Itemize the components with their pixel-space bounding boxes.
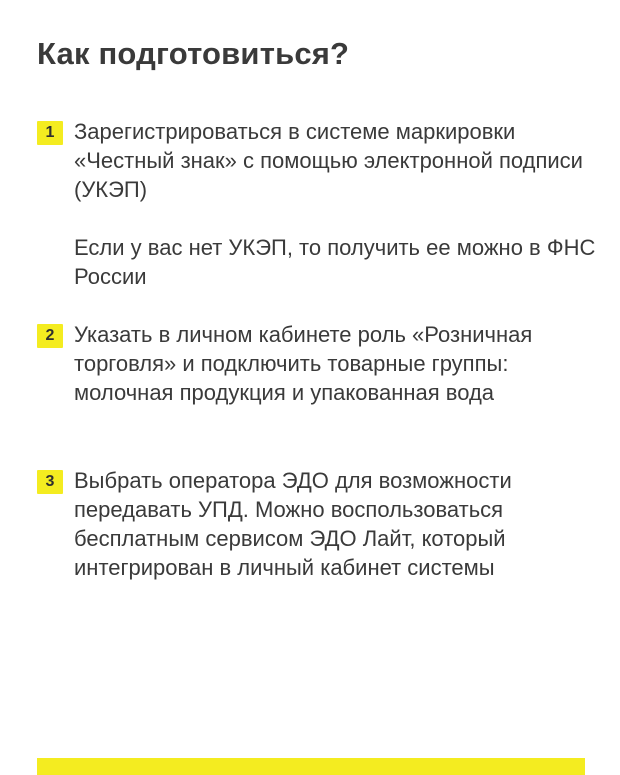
bottom-accent-bar [37, 758, 585, 775]
step-text [74, 117, 597, 291]
step-text [74, 466, 597, 582]
step-number-badge: 2 [37, 324, 63, 348]
step-3 [37, 466, 597, 582]
step-number-badge: 3 [37, 470, 63, 494]
step-text [74, 320, 597, 407]
step-number-badge: 1 [37, 121, 63, 145]
step-2 [37, 320, 597, 407]
step-paragraph: Выбрать оператора ЭДО для возможности передавать УПД. Можно воспользоваться бесплатным сервисом ЭДО Лайт, который интегрирован в личный кабинет системы [74, 468, 512, 580]
step-paragraph: Зарегистрироваться в системе маркировки «Честный знак» с помощью электронной подписи (УКЭП) [74, 119, 583, 202]
step-paragraph: Если у вас нет УКЭП, то получить ее можно в ФНС России [74, 235, 596, 289]
step-paragraph: Указать в личном кабинете роль «Розничная торговля» и подключить товарные группы: молочная продукция и упакованная вода [74, 322, 533, 405]
step-1 [37, 117, 597, 291]
page-title: Как подготовиться? [37, 36, 350, 71]
